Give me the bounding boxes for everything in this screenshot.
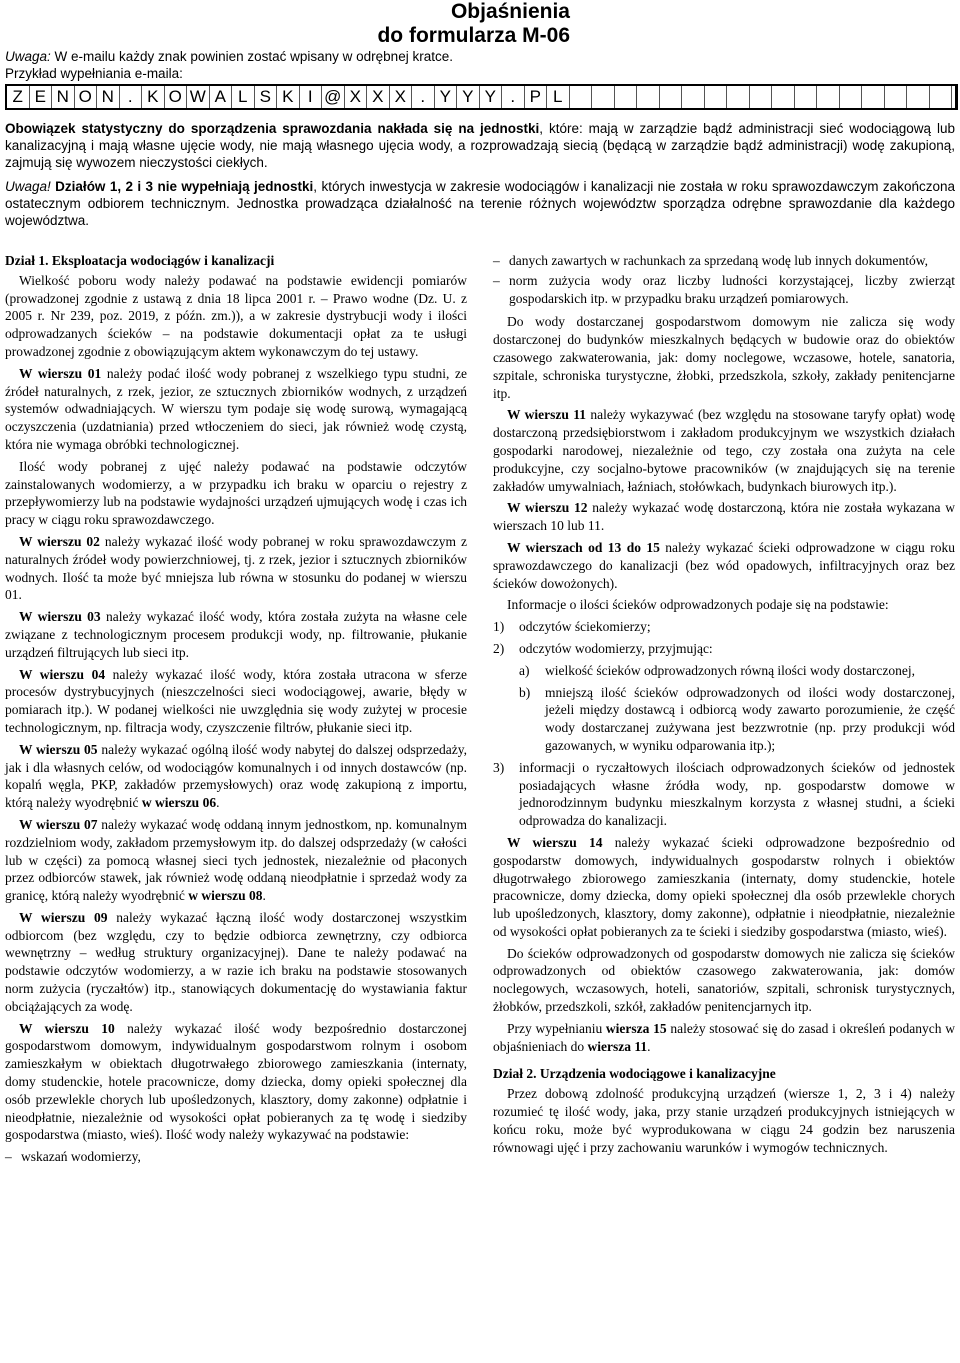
paragraph: Przez dobową zdolność produkcyjną urządzeń (wiersze 1, 2, 3 i 4) należy rozumieć tę ilość wody, jaka, przy stanie urządzeń produkcyjnych istniejących w końcu roku, może być wyprodukowana w ciągu 24 godzin bez naruszenia równowagi ujęć i przy zachowaniu warunków i wymogów technicznych. [493,1086,955,1155]
right-column [493,252,955,1168]
email-char-cell: P [525,86,548,108]
email-char-cell: Y [480,86,503,108]
email-char-cell: . [502,86,525,108]
list-item: 3) informacji o ryczałtowych ilościach odprowadzonych ścieków od jednostek posiadających własne źródła wody, np. gospodarstw domowe w jednorodzinnym budynku mieszkalnym korzysta z własnej studni, a ścieki odprowadza do kanalizacji. [493,759,955,829]
email-char-cell [930,86,953,108]
email-char-cell: O [165,86,188,108]
email-char-cell: . [412,86,435,108]
paragraph: W wierszu 05 należy wykazać ogólną ilość wody nabytej do dalszej odsprzedaży, jak i dla własnych celów, od wodociągów komunalnych i od innych dostawców (np. kopalń węgla, PKP, zakładów przemysłowych) oraz wodę zakupioną z importu, którą należy wyodrębnić w wierszu 06. [5,741,467,811]
email-char-cell [705,86,728,108]
email-grid [5,84,958,110]
email-char-cell [660,86,683,108]
email-char-cell [727,86,750,108]
paragraph: Do ścieków odprowadzonych od gospodarstw domowych nie zalicza się ścieków odprowadzonych od obiektów czasowego zakwaterowania, jak: domów noclegowych, wczasowych, hoteli, sanatoriów, szpitali, schronisk turystycznych, żłobków, przedszkoli, szkół, zakładów penitencjarnych itp. [493,945,955,1015]
list-item: 1) odczytów ściekomierzy; [493,619,651,635]
section-heading-1: Dział 1. Eksploatacja wodociągów i kanalizacji [5,253,275,268]
email-char-cell: W [187,86,210,108]
email-char-cell: L [547,86,570,108]
email-char-cell: @ [322,86,345,108]
left-column [5,252,467,1168]
email-char-cell: X [390,86,413,108]
paragraph: Wielkość poboru wody należy podawać na podstawie ewidencji pomiarów (prowadzonej zgodnie z ustawą z dnia 18 lipca 2001 r. – Prawo wodne (Dz. U. z 2005 r. Nr 239, poz. 2019, z późn. zm.)), a w zakresie dystrybucji wody i ilości odprowadzanych ścieków – na podstawie dokumentacji opłat za te usługi prowadzonej zgodnie z obowiązującym aktem wykonawczym do tej ustawy. [5,272,467,359]
email-char-cell: X [367,86,390,108]
email-char-cell [862,86,885,108]
two-column-body [5,252,955,1168]
list-item: – norm zużycia wody oraz liczby ludności korzystającej, liczby zwierząt gospodarskich itp. w przypadku braku urządzeń pomiarowych. [493,272,955,306]
intro-paragraph: Obowiązek statystyczny do sporządzenia sprawozdania nakłada się na jednostki, które: mają w zarządzie bądź administracji sieć wodociągową lub kanalizacyjną i mają własne ujęcie wody, nie mają własnego ujęcia wody, a rozprowadzają siecią (będącą w zarządzie bądź administracji) wodę zakupioną, zajmują się wywozem nieczystości ciekłych. [5,121,955,170]
list-item: – wskazań wodomierzy, [5,1149,141,1165]
list-item: – danych zawartych w rachunkach za sprzedaną wodę lub innych dokumentów, [493,253,928,268]
email-char-cell: Y [457,86,480,108]
email-char-cell: N [97,86,120,108]
list-item: a) wielkość ścieków odprowadzonych równą ilości wody dostarczonej, [519,662,916,678]
email-char-cell: . [120,86,143,108]
paragraph: W wierszu 03 należy wykazać ilość wody, która została zużyta na własne cele związane z technologicznym procesem produkcji wody, np. filtrowanie, płukanie urządzeń filtrujących lub sieci itp. [5,609,467,660]
paragraph: W wierszu 01 należy podać ilość wody pobranej z wszelkiego typu studni, ze źródeł naturalnych, z rzek, jezior, ze sztucznych zbiorników wodnych, z urządzeń systemów odwadniających. W wierszu tym podaje się wodę surową, wymagającą oczyszczenia (uzdatniania) przed wtłoczeniem do sieci, jak również wodę czystą, która nie wymaga obróbki technologicznej. [5,365,467,452]
email-char-cell: I [300,86,323,108]
email-char-cell: K [277,86,300,108]
email-char-cell [570,86,593,108]
email-char-cell [682,86,705,108]
paragraph: Przy wypełnianiu wiersza 15 należy stosować się do zasad i określeń podanych w objaśnieniach do wiersza 11. [493,1020,955,1054]
email-char-cell [840,86,863,108]
email-char-cell [750,86,773,108]
email-char-cell: Z [7,86,30,108]
paragraph: W wierszu 10 należy wykazać ilość wody bezpośrednio dostarczonej gospodarstwom domowym, indywidualnym gospodarstwom rolnym i osobom zamieszkałym w obiektach długotrwałego zbiorowego zamieszkania (internaty, domy studenckie, hotele pracownicze, domy dziecka, domy opieki społecznej dla osób przewlekle chorych lub upośledzonych, klasztory, domy zakonne) odpłatnie i nieodpłatnie, niezależnie od wysokości opłat pobieranych za tę wodę i siedziby gospodarstwa (miasto, wieś). Ilość wody należy wykazywać na podstawie: [5,1020,467,1143]
email-char-cell: N [52,86,75,108]
section-heading-2: Dział 2. Urządzenia wodociągowe i kanalizacyjne [493,1066,776,1082]
paragraph: W wierszu 02 należy wykazać ilość wody pobranej w roku sprawozdawczym z naturalnych źródeł wody powierzchniowej, tj. z rzek, jezior i sztucznych zbiorników wodnych. Ilość ta może być mniejsza lub równa w stosunku do podanej w wierszu 01. [5,533,467,603]
email-note: Uwaga: W e-mailu każdy znak powinien zostać wpisany w odrębnej kratce. [5,49,453,64]
email-char-cell [885,86,908,108]
email-char-cell: A [210,86,233,108]
email-char-cell [817,86,840,108]
paragraph: W wierszu 07 należy wykazać wodę oddaną innym jednostkom, np. komunalnym rozdzielniom wody, zakładom przemysłowym itp. do dalszej odsprzedaży (w całości lub w części) za pomocą własnej sieci tych jednostek, niezależnie od płaconych przez odbiorców stawek, jak również wodę oddaną nieodpłatnie i sprzedaż wody za granicę, którą należy wyodrębnić w wierszu 08. [5,816,467,904]
email-char-cell: L [232,86,255,108]
paragraph: Do wody dostarczanej gospodarstwom domowym nie zalicza się wody dostarczonej do budynków mieszkalnych będących w budowie oraz do obiektów czasowego zakwaterowania, jak: domy noclegowe, wczasowe, hotele, sanatoria, szpitale, schroniska turystyczne, żłobki, przedszkola, szkoły, zakłady penitencjarne itp. [493,314,955,401]
email-char-cell [615,86,638,108]
email-char-cell [907,86,930,108]
paragraph: W wierszu 04 należy wykazać ilość wody, która została utracona w sferze procesów dystrybucyjnych (nieszczelności sieci wodociągowej, awarie, błędy w pomiarach itp.). W podanej wielkości nie uwzględnia się wody zużytej w procesie technologicznym, np. filtracja wody, czyszczenie filtrów, płukanie sieci itp. [5,666,467,735]
paragraph: W wierszach od 13 do 15 należy wykazać ścieki odprowadzone w ciągu roku sprawozdawczego do kanalizacji (bez wód opadowych, infiltracyjnych oraz bez ścieków dowożonych). [493,539,955,591]
email-char-cell: S [255,86,278,108]
paragraph: Ilość wody pobranej z ujęć należy podawać na podstawie odczytów zainstalowanych wodomierzy, a w przypadku ich braku w oparciu o rejestry z przepływomierzy lub na podstawie wydajności urządzeń ujmujących wodę i czas ich pracy w ciągu roku sprawozdawczego. [5,458,467,528]
email-char-cell: X [345,86,368,108]
email-char-cell: K [142,86,165,108]
warning-paragraph: Uwaga! Działów 1, 2 i 3 nie wypełniają jednostki, których inwestycja w zakresie wodociągów i kanalizacji nie została w roku sprawozdawczym zakończona ostatecznym odbiorem technicznym. Jednostka prowadząca działalność na terenie różnych województw sporządza odrębne sprawozdanie dla każdego województwa. [5,179,955,228]
email-char-cell: E [30,86,53,108]
email-char-cell [772,86,795,108]
paragraph: W wierszu 14 należy wykazać ścieki odprowadzone bezpośrednio od gospodarstw domowych, indywidualnych gospodarstw rolnych i obiektów długotrwałego zbiorowego zamieszkania (internaty, domy studenckie, hotele pracownicze, domy dziecka, domy opieki społecznej dla osób przewlekle chorych lub upośledzonych, klasztory, domy zakonne), odpłatnie i nieodpłatnie, niezależnie od wysokości opłat pobieranych za te ścieki i siedziby gospodarstwa (miasto, wieś). [493,834,955,939]
email-char-cell: Y [435,86,458,108]
email-char-cell: O [75,86,98,108]
list-item: b) mniejszą ilość ścieków odprowadzonych od ilości wody dostarczonej, jeżeli między dostawcą i odbiorcą wody zawarto porozumienie, że część wody dostarczanej zużywana jest bezzwrotnie (np. przy produkcji wód gazowanych, w wyniku odparowania itp.); [519,684,955,753]
email-char-cell [795,86,818,108]
email-char-cell [637,86,660,108]
email-char-cell [592,86,615,108]
page-title: Objaśnienia do formularza M-06 [377,0,570,47]
email-example-label: Przykład wypełniania e-maila: [5,66,183,81]
paragraph: W wierszu 12 należy wykazać wodę dostarczoną, która nie została wykazana w wierszach 10 lub 11. [493,500,955,534]
list-item: 2) odczytów wodomierzy, przyjmując: [493,640,713,656]
paragraph: W wierszu 11 należy wykazywać (bez względu na stosowane taryfy opłat) wodę dostarczoną przedsiębiorstwom i zakładom produkcyjnym we wszystkich działach gospodarki narodowej, niezależnie od tego, czy została ona zużyta na cele produkcyjne, czy socjalno-bytowe pracowników (w znajdujących się na terenie zakładów umywalniach, łaźniach, stołówkach, budynkach biurowych itp.). [493,407,956,494]
paragraph: W wierszu 09 należy wykazać łączną ilość wody dostarczonej wszystkim odbiorcom (bez względu, czy to będzie odbiorca zewnętrzny, czy odbiorca wewnętrzny – według struktury organizacyjnej). Dane te należy podawać na podstawie odczytów wodomierzy, a w razie ich braku na podstawie stosowanych norm zużycia (ryczałtów) itp., stanowiących dokumentację do wystawiania faktur obciążających za wodę. [5,909,467,1014]
paragraph: Informacje o ilości ścieków odprowadzonych podaje się na podstawie: [507,597,889,613]
